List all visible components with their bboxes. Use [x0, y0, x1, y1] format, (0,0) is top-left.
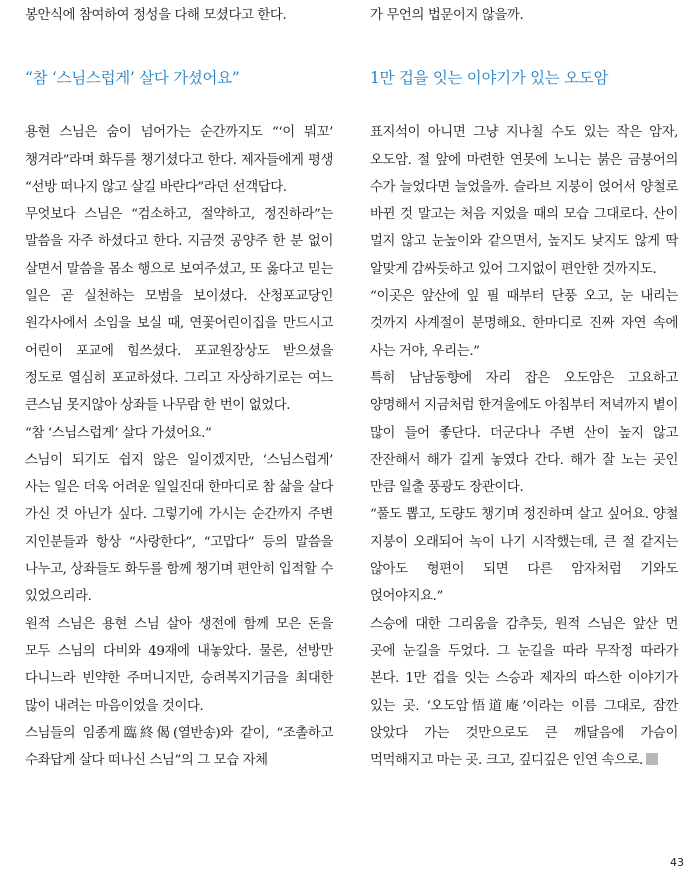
right-paragraph-1: 표지석이 아니면 그냥 지나칠 수도 있는 작은 암자, 오도암. 절 앞에 마련한 연못에 노니는 붉은 금붕어의 수가 늘었다면 늘었을까. 슬라브 지붕이 얹어서 양철로 바뀐 것 말고는 처음 지었을 때의 모습 그대로다. 산이 멀지 않고 눈높이와 같으면서, 높지도 낮지도 않게 딱 알맞게 감싸듯하고 있어 그지없이 편안한 것까지도.: [370, 125, 678, 277]
right-paragraph-5: [370, 611, 678, 775]
left-paragraph-5: 원적 스님은 용현 스님 살아 생전에 함께 모은 돈을 모두 스님의 다비와 49재에 내놓았다. 물론, 선방만 다니느라 빈약한 주머니지만, 승려복지기금을 최대한 많이 내려는 마음이었을 것이다.: [25, 616, 333, 714]
page-number: 43: [670, 856, 684, 869]
right-paragraph-4: “풀도 뽑고, 도량도 챙기며 정진하며 살고 싶어요. 양철 지붕이 오래되어 녹이 나기 시작했는데, 큰 절 같지는 않아도 형편이 되면 다른 암자처럼 기와도 얹어야지요.”: [370, 507, 678, 605]
right-section-heading: 1만 겁을 잇는 이야기가 있는 오도암: [370, 69, 609, 88]
left-section-heading: “참 ‘스님스럽게’ 살다 가셨어요”: [25, 69, 240, 88]
left-paragraph-4: 스님이 되기도 쉽지 않은 일이겠지만, ‘스님스럽게’ 사는 일은 더욱 어려운 일일진대 한마디로 참 삶을 살다 가신 것 아닌가 싶다. 그렇기에 가시는 순간까지 주변 지인분들과 항상 “사랑한다”, “고맙다” 등의 말씀을 나누고, 상좌들도 화두를 함께 챙기며 편안히 입적할 수 있었으리라.: [25, 452, 333, 605]
right-paragraph-5-text: 스승에 대한 그리움을 감추듯, 원적 스님은 앞산 먼 곳에 눈길을 두었다. 그 눈길을 따라 무작정 따라가 본다. 1만 겁을 잇는 스승과 제자의 따스한 이야기가 있는 곳. ‘오도암悟道庵’이라는 이름 그대로, 잠깐 앉았다 가는 것만으로도 큰 깨달음에 가슴이 먹먹해지고 마는 곳. 크고, 깊디깊은 인연 속으로.: [370, 616, 678, 769]
left-column: [25, 0, 333, 774]
right-paragraph-2: “이곳은 앞산에 잎 필 때부터 단풍 오고, 눈 내리는 것까지 사계절이 분명해요. 한마디로 진짜 자연 속에 사는 거야, 우리는.”: [370, 289, 678, 359]
right-column: [370, 0, 678, 774]
left-top-line: 봉안식에 참여하여 정성을 다해 모셨다고 한다.: [25, 8, 287, 23]
left-paragraph-1: 용현 스님은 숨이 넘어가는 순간까지도 “‘이 뭐꼬’ 챙겨라”라며 화두를 챙기셨다고 한다. 제자들에게 평생 “선방 떠나지 않고 살길 바란다”라던 선객답다.: [25, 125, 333, 195]
left-paragraph-6: 스님들의 임종게臨終偈(열반송)와 같이, “조촐하고 수좌답게 살다 떠나신 스님”의 그 모습 자체: [25, 725, 333, 769]
left-paragraph-2: 무엇보다 스님은 “검소하고, 절약하고, 정진하라”는 말씀을 자주 하셨다고 한다. 지금껏 공양주 한 분 없이 살면서 말씀을 몸소 행으로 보여주셨고, 또 옳다고 믿는 일은 곧 실천하는 모범을 보이셨다. 산청포교당인 원각사에서 소임을 보실 때, 연꽃어린이집을 만드시고 어린이 포교에 힘쓰셨다. 포교원장상도 받으셨을 정도로 열심히 포교하셨다. 그리고 자상하기로는 여느 큰스님 못지않아 상좌들 나무람 한 번이 없었다.: [25, 207, 333, 414]
left-paragraph-3: “참 ‘스님스럽게’ 살다 가셨어요.”: [25, 425, 212, 441]
right-paragraph-3: 특히 남남동향에 자리 잡은 오도암은 고요하고 양명해서 지금처럼 한겨울에도 아침부터 저녁까지 볕이 많이 들어 좋단다. 더군다나 주변 산이 높지 않고 잔잔해서 해가 길게 놓였다 간다. 해가 잘 노는 곳인 만큼 일출 풍광도 장관이다.: [370, 370, 678, 496]
right-top-line: 가 무언의 법문이지 않을까.: [370, 8, 524, 23]
end-mark-icon: [646, 753, 658, 765]
